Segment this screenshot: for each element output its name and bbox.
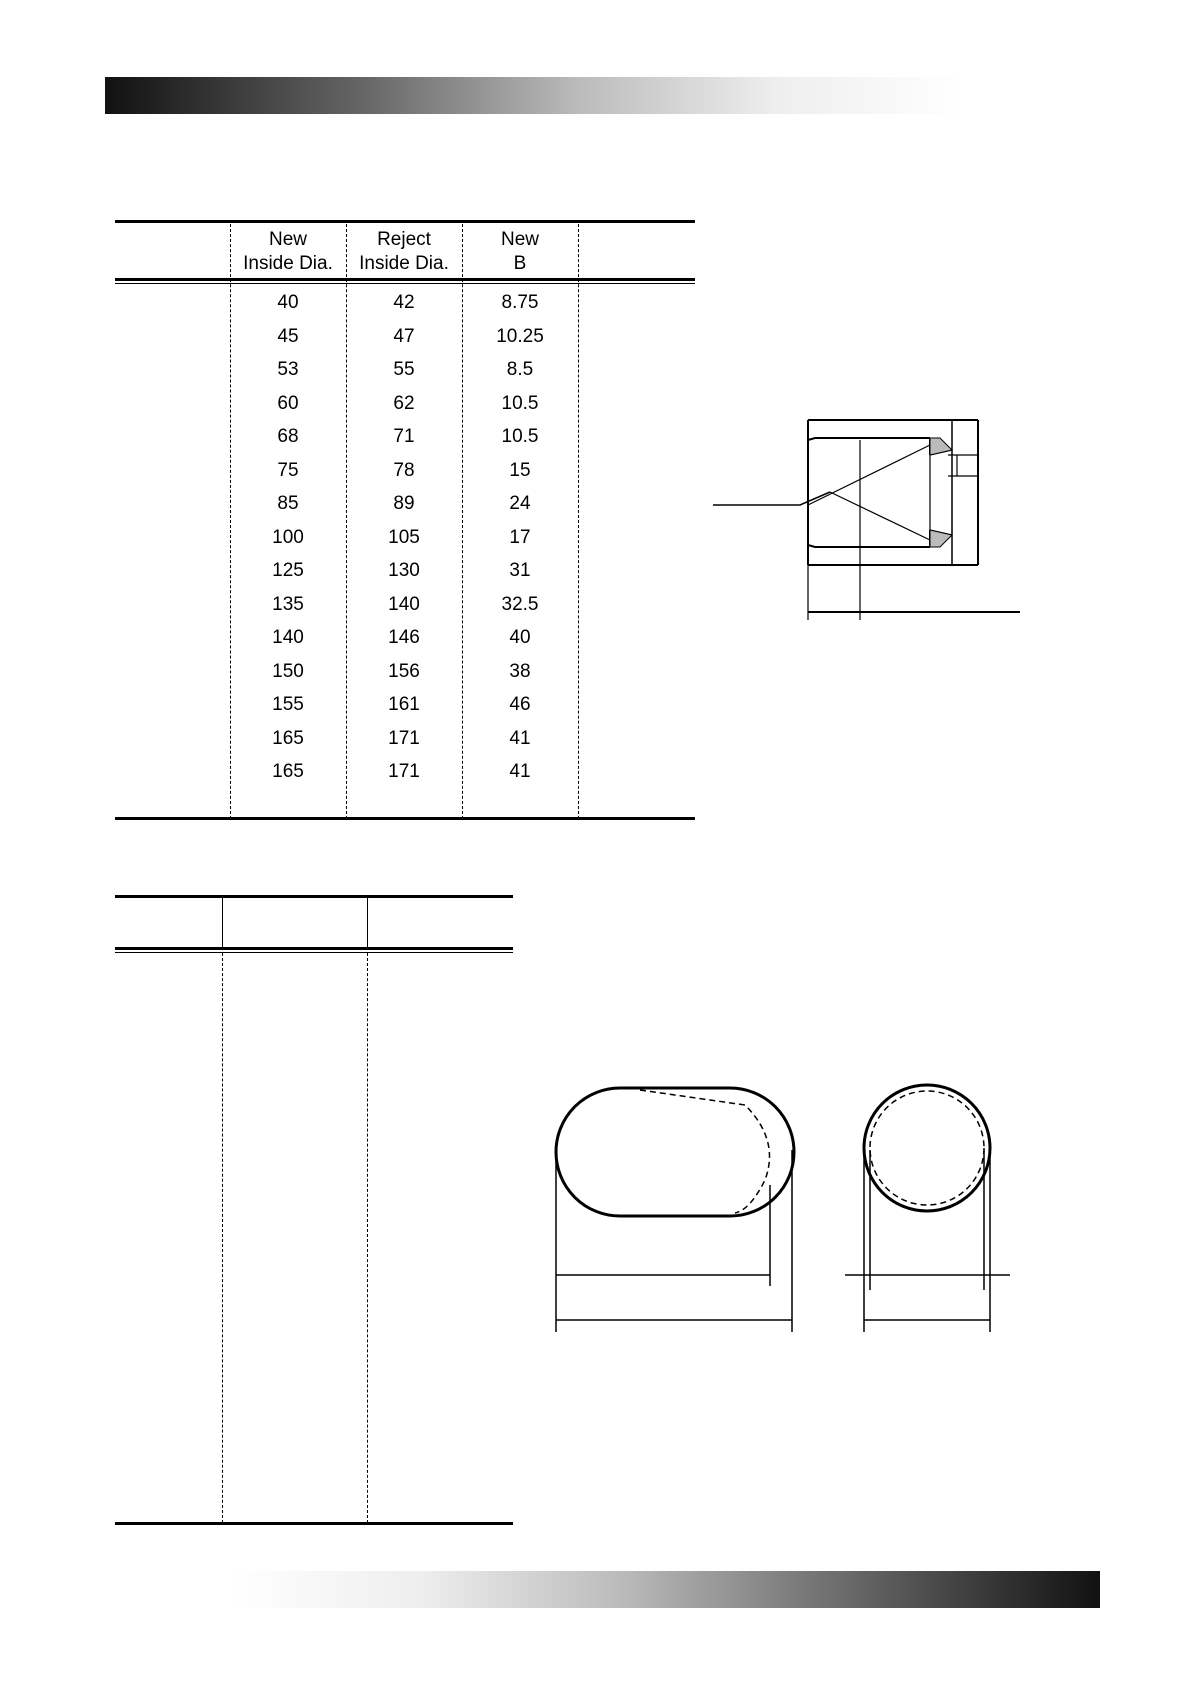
table-cell: 17 (509, 526, 531, 548)
bushing-dimensions-table (115, 220, 695, 820)
table-row (115, 521, 695, 555)
table-cell: 46 (509, 694, 531, 715)
table-bottom-rule (115, 817, 695, 820)
header-line: New (268, 229, 307, 250)
table-cell: 155 (272, 694, 304, 715)
table-cell: 45 (277, 325, 299, 347)
column-divider (367, 897, 368, 949)
table-cell: 38 (509, 660, 531, 682)
table-row (115, 387, 695, 421)
header-line: Reject (377, 229, 431, 250)
table-row (115, 353, 695, 387)
table-cell: 146 (388, 627, 420, 648)
column-divider (222, 953, 223, 1523)
table-cell: 24 (509, 493, 531, 514)
table-cell: 161 (388, 694, 420, 715)
table-header-rule-thin (115, 283, 695, 284)
table-cell: 10.5 (501, 392, 539, 414)
table-cell: 41 (509, 761, 531, 782)
header-reject-inside-dia (346, 228, 462, 276)
table-row (115, 588, 695, 622)
header-line: Inside Dia. (243, 253, 333, 274)
table-row (115, 621, 695, 655)
table-cell: 10.25 (496, 325, 544, 347)
table-top-rule (115, 895, 513, 898)
header-new-inside-dia (230, 228, 346, 276)
footer-gradient-bar (230, 1571, 1100, 1608)
table-cell: 53 (277, 359, 299, 380)
table-cell: 68 (277, 426, 299, 447)
table-cell: 8.75 (501, 292, 539, 313)
table-cell: 60 (277, 392, 299, 414)
table-cell: 150 (272, 660, 304, 682)
table-cell: 40 (277, 292, 299, 313)
table-cell: 40 (509, 627, 531, 648)
table-header-rule (115, 278, 695, 281)
table-cell: 15 (509, 459, 531, 481)
table-row (115, 755, 695, 789)
column-divider (222, 897, 223, 949)
table-row (115, 487, 695, 521)
table-cell: 156 (388, 660, 420, 682)
table-cell: 47 (393, 325, 415, 347)
table-header-rule-thin (115, 952, 513, 953)
header-line: B (513, 253, 527, 274)
table-cell: 85 (277, 493, 299, 514)
table-cell: 165 (272, 761, 304, 782)
table-header-rule (115, 947, 513, 950)
table-cell: 75 (277, 459, 299, 481)
table-row (115, 655, 695, 689)
table-cell: 140 (388, 593, 420, 615)
table-row (115, 554, 695, 588)
table-cell: 55 (393, 359, 415, 380)
table-cell: 105 (388, 526, 420, 548)
table-cell: 130 (388, 560, 420, 581)
table-cell: 100 (272, 526, 304, 548)
table-cell: 62 (393, 392, 415, 414)
header-new-b (462, 228, 578, 276)
header-line: New (500, 229, 539, 250)
table-row (115, 454, 695, 488)
column-divider (367, 953, 368, 1523)
table-row (115, 420, 695, 454)
table-cell: 89 (393, 493, 415, 514)
table-row (115, 722, 695, 756)
table-bottom-rule (115, 1522, 513, 1525)
table-top-rule (115, 220, 695, 223)
table-cell: 41 (509, 727, 531, 749)
table-cell: 78 (393, 459, 415, 481)
table-cell: 125 (272, 560, 304, 581)
ovality-table (115, 895, 513, 1525)
header-gradient-bar (105, 77, 965, 114)
table-cell: 31 (509, 560, 531, 581)
table-row (115, 688, 695, 722)
table-cell: 135 (272, 593, 304, 615)
table-cell: 71 (393, 426, 415, 447)
table-cell: 8.5 (506, 359, 534, 380)
table-cell: 32.5 (501, 593, 539, 615)
table-cell: 165 (272, 727, 304, 749)
header-line: Inside Dia. (359, 253, 449, 274)
table-cell: 171 (388, 727, 420, 749)
table-cell: 140 (272, 627, 304, 648)
table-row (115, 286, 695, 320)
table-cell: 10.5 (501, 426, 539, 447)
table-row (115, 320, 695, 354)
table-cell: 42 (393, 292, 415, 313)
table-cell: 171 (388, 761, 420, 782)
